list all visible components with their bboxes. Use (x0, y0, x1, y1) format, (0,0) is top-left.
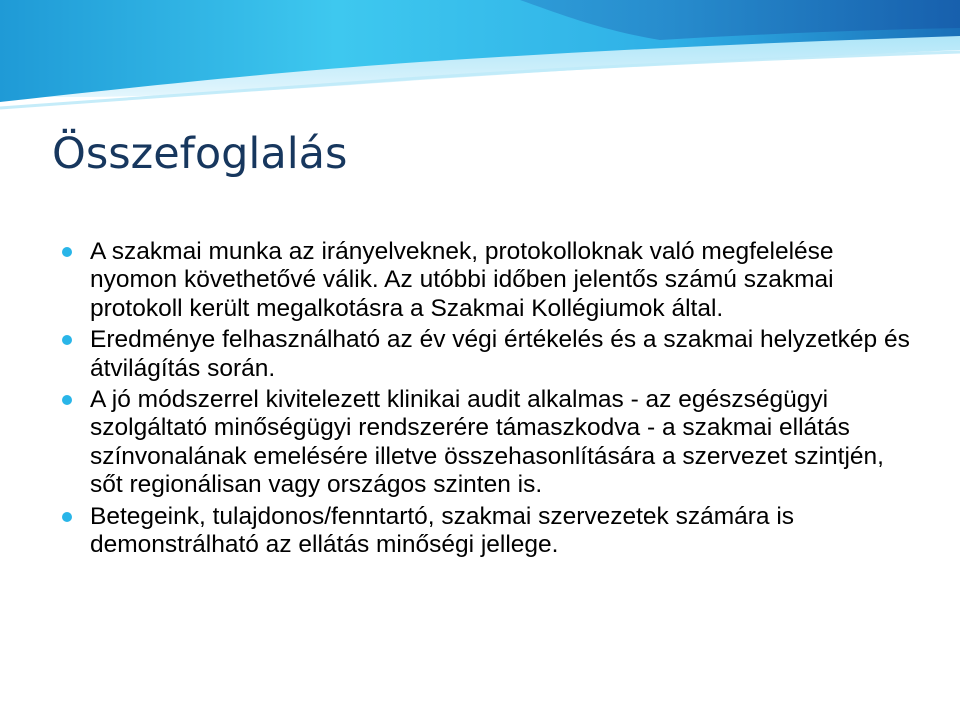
bullet-dot-icon (62, 335, 72, 345)
bullet-dot-icon (62, 395, 72, 405)
bullet-dot-icon (62, 512, 72, 522)
bullet-list (62, 238, 918, 559)
bullet-text: Betegeink, tulajdonos/fenntartó, szakmai szervezetek számára is demonstrálható az ellátás minőségi jellege. (90, 502, 795, 559)
bullet-item (62, 326, 918, 383)
bullet-item (62, 503, 918, 560)
bullet-text: Eredménye felhasználható az év végi értékelés és a szakmai helyzetkép és átvilágítás során. (90, 326, 910, 382)
bullet-item (62, 386, 918, 500)
bullet-text: A jó módszerrel kivitelezett klinikai audit alkalmas - az egészségügyi szolgáltató minőségügyi rendszerére támaszkodva - a szakmai ellátás színvonalának emelésére illetve összehasonlítására a szervezet szintjén, sőt regionálisan vagy országos szinten is. (90, 386, 884, 499)
slide-title: Összefoglalás (52, 129, 348, 179)
bullet-item (62, 238, 918, 323)
header-wave-decoration (0, 0, 960, 115)
bullet-dot-icon (62, 247, 72, 257)
bullet-text: A szakmai munka az irányelveknek, protokolloknak való megfelelése nyomon követhetővé válik. Az utóbbi időben jelentős számú szakmai protokoll került megalkotásra a Szakmai Kollégiumok által. (90, 238, 834, 322)
